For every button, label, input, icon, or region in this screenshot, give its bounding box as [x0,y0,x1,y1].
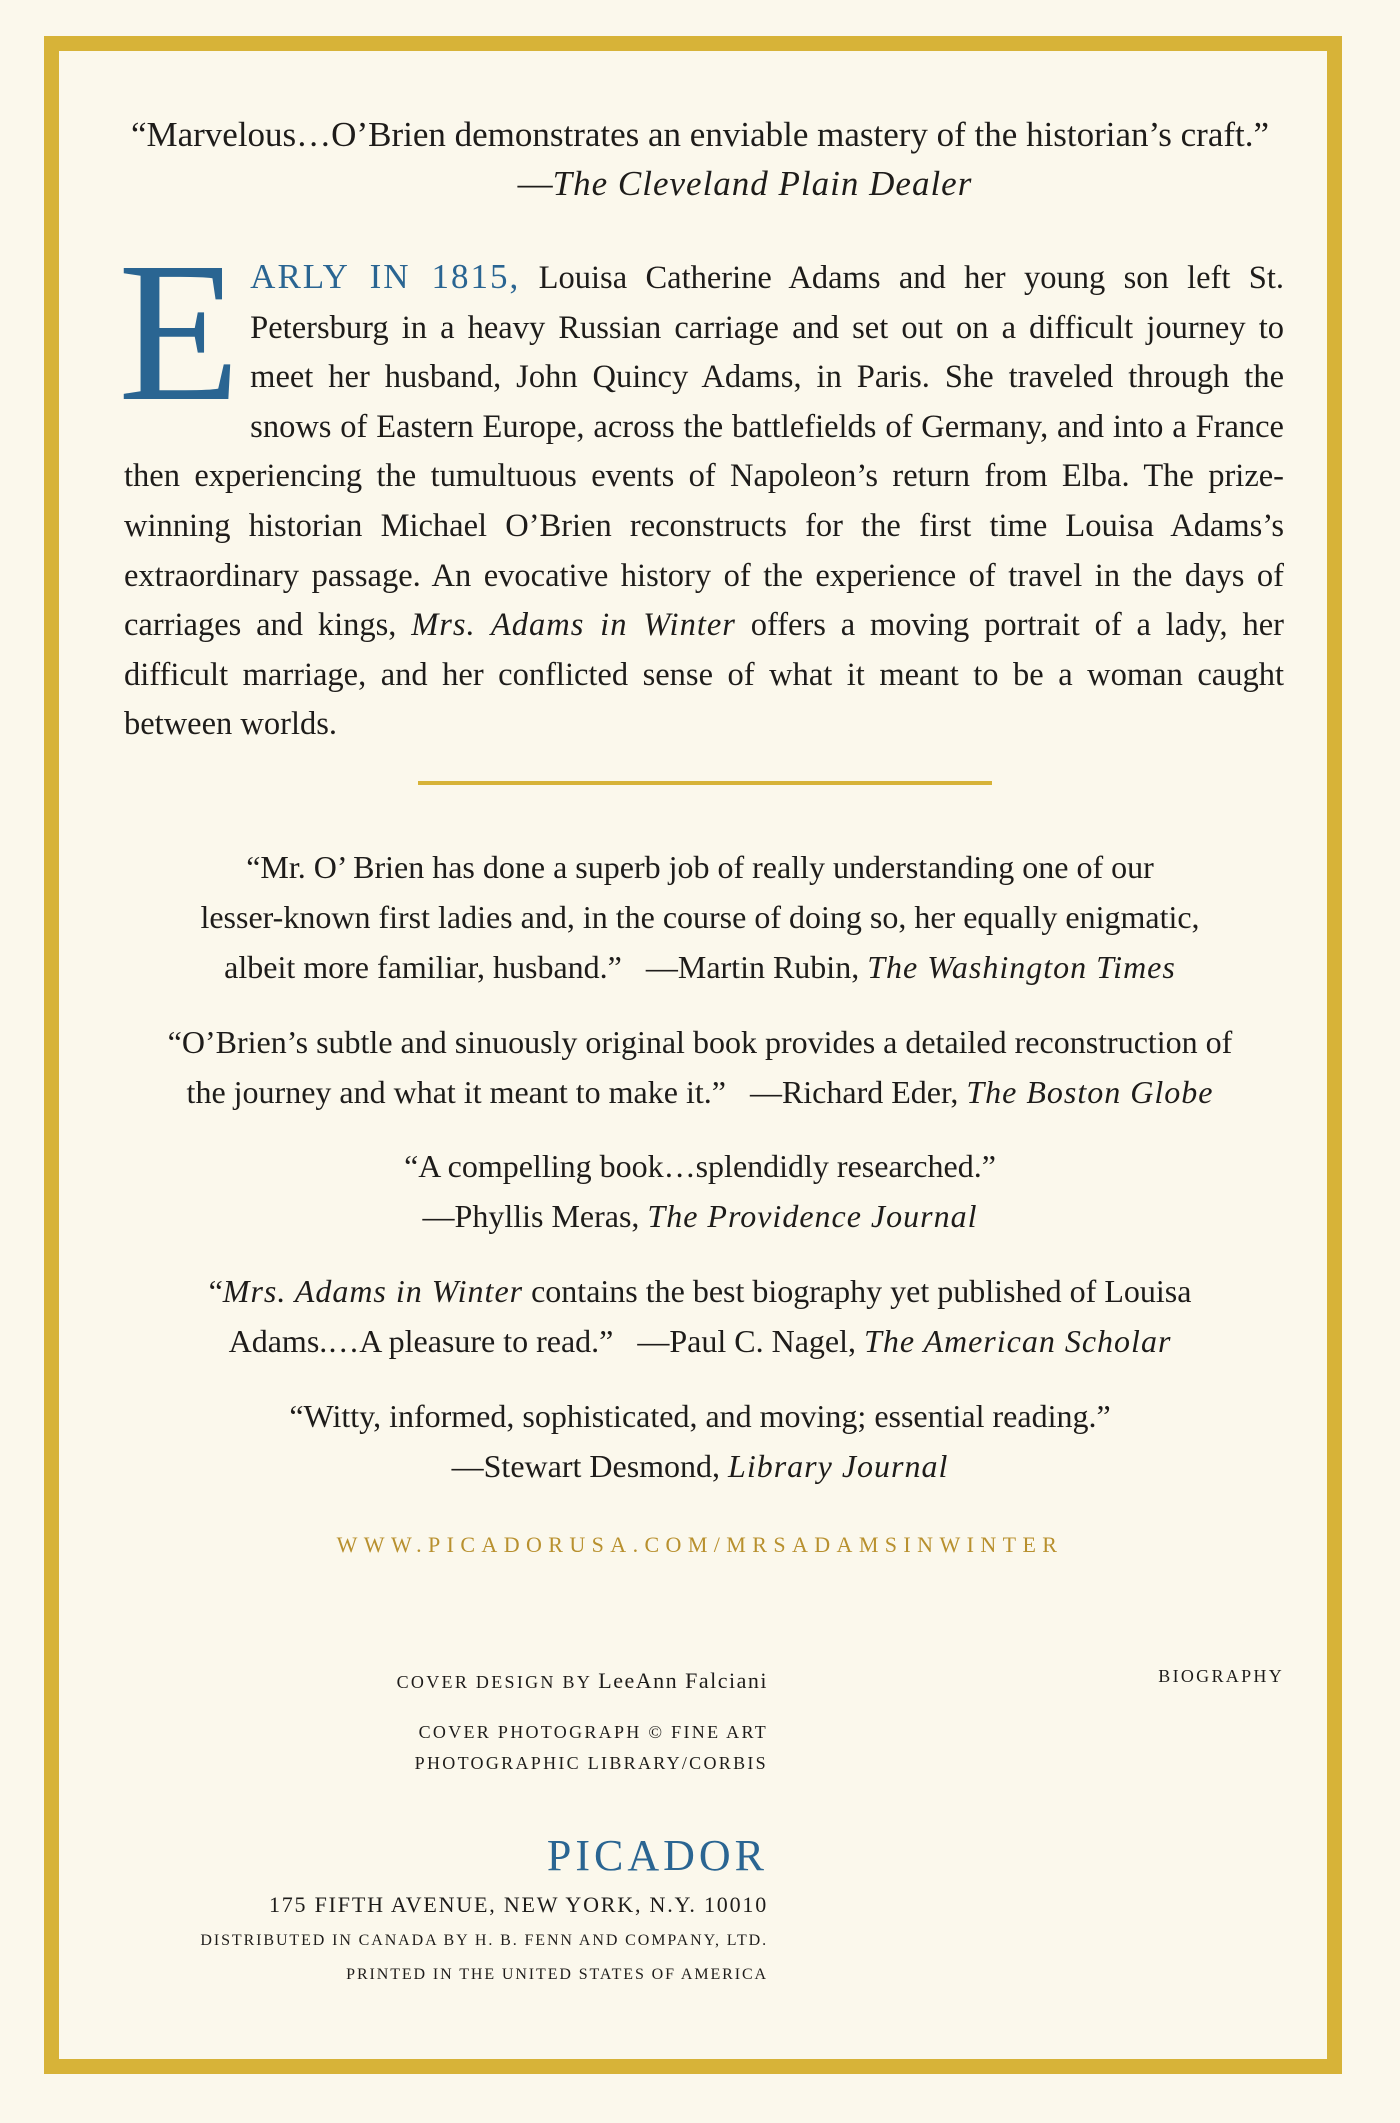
cover-design-credit: COVER DESIGN BY LeeAnn Falciani [396,1668,768,1693]
category-label: BIOGRAPHY [1158,1666,1284,1686]
top-quote-attribution: —The Cleveland Plain Dealer [517,164,973,203]
description-lead: ARLY IN 1815, [250,257,521,296]
review-rubin: “Mr. O’ Brien has done a superb job of really understanding one of our lesser-known first ladies and, in the course of doing so, her equally enigmatic, albeit more familiar, husband.” —Martin Rubin, The Washington Times [200,849,1200,985]
top-quote [120,110,1280,208]
gold-divider [418,781,992,785]
review-desmond: “Witty, informed, sophisticated, and moving; essential reading.” —Stewart Desmond, Library Journal [289,1398,1111,1484]
publisher-logo: PICADOR [546,1831,768,1880]
drop-cap: E [118,222,241,443]
review-nagel: “Mrs. Adams in Winter contains the best biography yet published of Louisa Adams.…A pleasure to read.” —Paul C. Nagel, The American Scholar [208,1273,1192,1359]
printed-note: PRINTED IN THE UNITED STATES OF AMERICA [346,1966,768,1983]
review-source: The Washington Times [867,949,1176,985]
review-source: The American Scholar [864,1323,1172,1359]
review-source: Library Journal [728,1448,949,1484]
top-quote-source: The Cleveland Plain Dealer [552,164,973,203]
top-quote-text: “Marvelous…O’Brien demonstrates an enviable mastery of the historian’s craft.” [130,115,1270,154]
review-meras: “A compelling book…splendidly researched.” —Phyllis Meras, The Providence Journal [404,1148,996,1234]
distribution-note: DISTRIBUTED IN CANADA BY H. B. FENN AND COMPANY, LTD. [200,1932,768,1949]
book-title-inline: Mrs. Adams in Winter [411,607,736,644]
review-source: The Boston Globe [966,1074,1214,1110]
review-source: The Providence Journal [647,1198,978,1234]
publisher-address: 175 FIFTH AVENUE, NEW YORK, N.Y. 10010 [268,1892,768,1917]
website-link[interactable]: WWW.PICADORUSA.COM/MRSADAMSINWINTER [336,1532,1064,1557]
book-description: EARLY IN 1815, Louisa Catherine Adams and her young son left St. Petersburg in a heavy Russian carriage and set out on a difficult journey to meet her husband, John Quincy Adams, in Paris. She traveled through the snows of Eastern Europe, across the battlefields of Germany, and into a France then experiencing the tumultuous events of Napoleon’s return from Elba. The prize-winning historian Michael O’Brien reconstructs for the first time Louisa Adams’s extraordinary passage. An evocative history of the experience of travel in the days of carriages and kings, Mrs. Adams in Winter offers a moving portrait of a lady, her difficult marriage, and her conflicted sense of what it meant to be a woman caught between worlds. [118,222,1284,743]
review-eder: “O’Brien’s subtle and sinuously original book provides a detailed reconstruction of the journey and what it meant to make it.” —Richard Eder, The Boston Globe [167,1024,1233,1110]
cover-photo-credit: COVER PHOTOGRAPH © FINE ART PHOTOGRAPHIC LIBRARY/CORBIS [414,1722,768,1773]
